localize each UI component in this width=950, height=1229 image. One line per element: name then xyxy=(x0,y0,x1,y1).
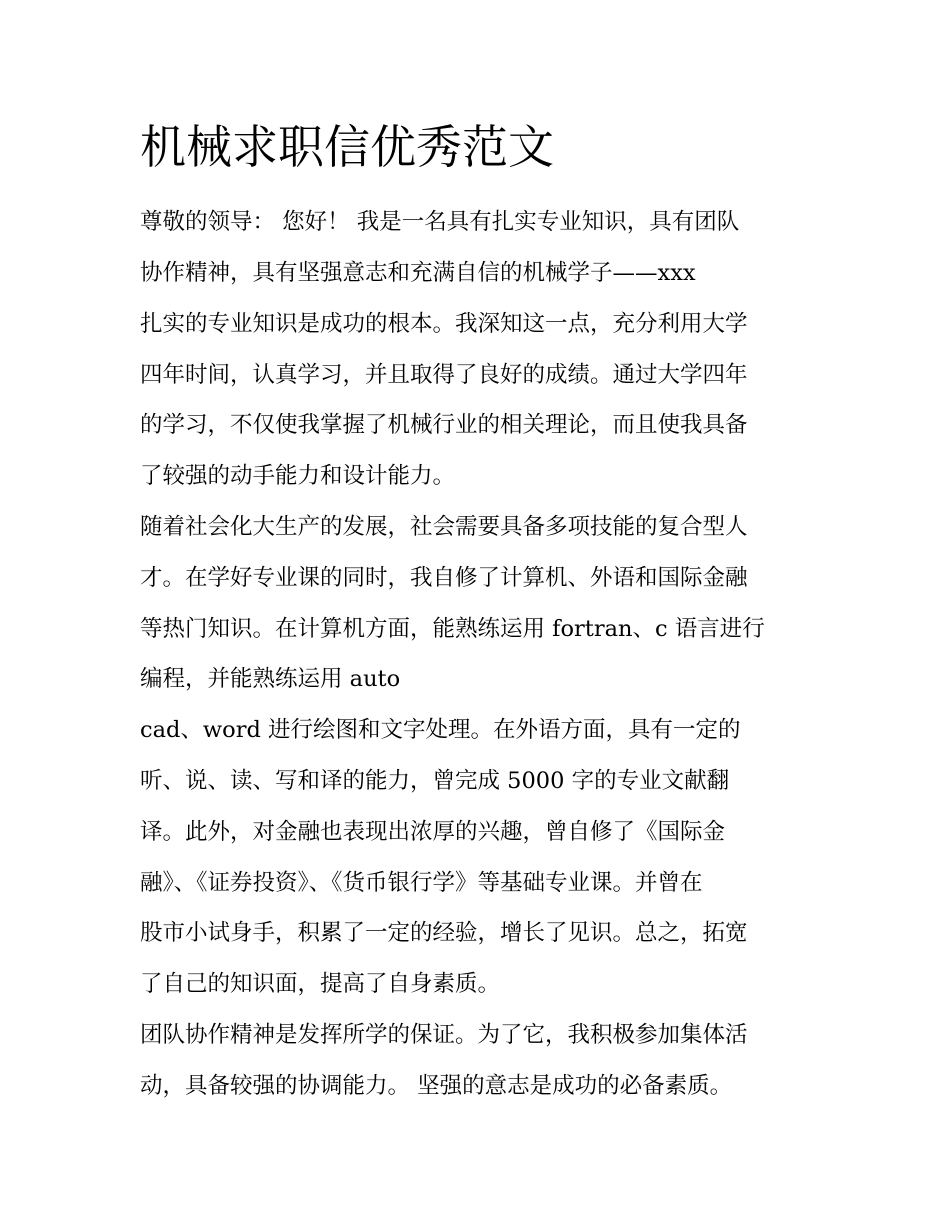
body-line-6: 了较强的动手能力和设计能力。 xyxy=(140,463,456,489)
body-line-16: 了自己的知识面，提高了自身素质。 xyxy=(140,971,501,997)
body-line-14: 融》、《证券投资》、《货币银行学》等基础专业课。并曾在 xyxy=(140,870,703,896)
body-line-10: 编程，并能熟练运用 auto xyxy=(140,666,401,692)
body-line-17: 团队协作精神是发挥所学的保证。为了它，我积极参加集体活 xyxy=(140,1022,748,1048)
body-line-11: cad、word 进行绘图和文字处理。在外语方面，具有一定的 xyxy=(140,717,741,743)
body-line-13: 译。此外，对金融也表现出浓厚的兴趣，曾自修了《国际金 xyxy=(140,819,726,845)
body-line-18: 动，具备较强的协调能力。 坚强的意志是成功的必备素质。 xyxy=(140,1073,733,1099)
body-line-9: 等热门知识。在计算机方面，能熟练运用 fortran、c 语言进行 xyxy=(140,616,765,642)
document-title: 机械求职信优秀范文 xyxy=(140,120,554,174)
body-line-15: 股市小试身手，积累了一定的经验，增长了见识。总之，拓宽 xyxy=(140,920,748,946)
body-line-12: 听、说、读、写和译的能力，曾完成 5000 字的专业文献翻 xyxy=(140,768,730,794)
body-line-1: 尊敬的领导： 您好！ 我是一名具有扎实专业知识，具有团队 xyxy=(140,209,740,235)
body-line-5: 的学习，不仅使我掌握了机械行业的相关理论，而且使我具备 xyxy=(140,412,748,438)
body-line-8: 才。在学好专业课的同时，我自修了计算机、外语和国际金融 xyxy=(140,565,748,591)
body-line-3: 扎实的专业知识是成功的根本。我深知这一点，充分利用大学 xyxy=(140,311,748,337)
body-line-2: 协作精神，具有坚强意志和充满自信的机械学子——xxx xyxy=(140,260,696,286)
body-line-4: 四年时间，认真学习，并且取得了良好的成绩。通过大学四年 xyxy=(140,362,748,388)
body-line-7: 随着社会化大生产的发展，社会需要具备多项技能的复合型人 xyxy=(140,514,748,540)
